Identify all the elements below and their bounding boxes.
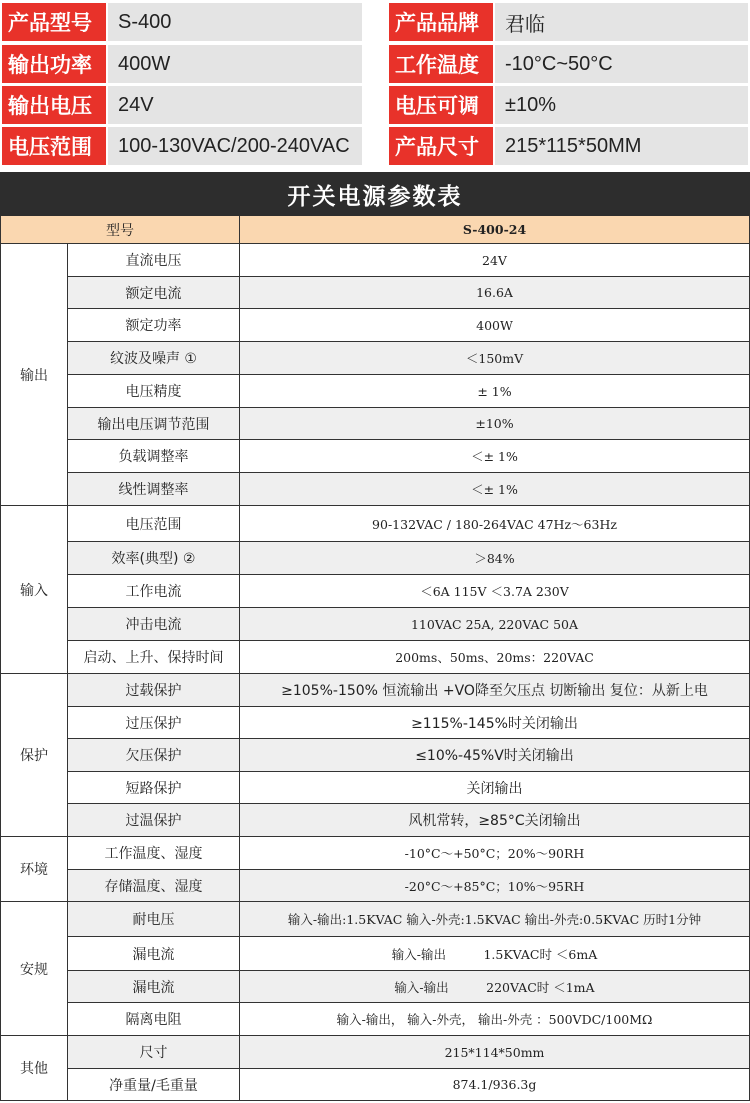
param-value: 400W bbox=[240, 309, 750, 342]
group-other: 其他 bbox=[0, 1036, 68, 1101]
param-label: 欠压保护 bbox=[68, 739, 240, 772]
param-label: 线性调整率 bbox=[68, 473, 240, 506]
param-value: 215*114*50mm bbox=[240, 1036, 750, 1069]
summary-value: 24V bbox=[108, 86, 362, 124]
param-value: ≤10%-45%V时关闭输出 bbox=[240, 739, 750, 772]
param-value: ±10% bbox=[240, 408, 750, 440]
param-label: 额定功率 bbox=[68, 309, 240, 342]
summary-label: 电压可调 bbox=[389, 86, 493, 124]
param-value: 24V bbox=[240, 244, 750, 277]
summary-value: S-400 bbox=[108, 3, 362, 41]
param-value: ＜150mV bbox=[240, 342, 750, 375]
param-value: 874.1/936.3g bbox=[240, 1069, 750, 1101]
param-value: ＜± 1% bbox=[240, 440, 750, 473]
summary-label: 电压范围 bbox=[2, 127, 106, 165]
param-value: 90-132VAC / 180-264VAC 47Hz～63Hz bbox=[240, 506, 750, 542]
summary-label: 输出电压 bbox=[2, 86, 106, 124]
param-label: 工作温度、湿度 bbox=[68, 837, 240, 870]
param-label: 输出电压调节范围 bbox=[68, 408, 240, 440]
param-label: 耐电压 bbox=[68, 902, 240, 937]
summary-row bbox=[0, 127, 750, 165]
summary-row bbox=[0, 45, 750, 83]
param-label: 漏电流 bbox=[68, 971, 240, 1003]
summary-value: ±10% bbox=[495, 86, 748, 124]
param-label: 启动、上升、保持时间 bbox=[68, 641, 240, 674]
param-label: 直流电压 bbox=[68, 244, 240, 277]
param-value: 关闭输出 bbox=[240, 772, 750, 804]
param-label: 隔离电阻 bbox=[68, 1003, 240, 1036]
param-label: 漏电流 bbox=[68, 937, 240, 971]
param-value: ＜± 1% bbox=[240, 473, 750, 506]
summary-value: -10°C~50°C bbox=[495, 45, 748, 83]
summary-label: 产品品牌 bbox=[389, 3, 493, 41]
param-value: 200ms、50ms、20ms：220VAC bbox=[240, 641, 750, 674]
summary-row bbox=[0, 86, 750, 124]
summary-label: 工作温度 bbox=[389, 45, 493, 83]
summary-value: 100-130VAC/200-240VAC bbox=[108, 127, 362, 165]
param-value: ≥105%-150% 恒流输出 +VO降至欠压点 切断输出 复位：从新上电 bbox=[240, 674, 750, 707]
param-value: 风机常转，≥85°C关闭输出 bbox=[240, 804, 750, 837]
param-label: 效率(典型) ② bbox=[68, 542, 240, 575]
summary-value: 君临 bbox=[495, 3, 748, 41]
param-label: 过压保护 bbox=[68, 707, 240, 739]
param-label: 过温保护 bbox=[68, 804, 240, 837]
param-label: 电压范围 bbox=[68, 506, 240, 542]
param-value: 输入-输出， 输入-外壳， 输出-外壳 ：500VDC/100MΩ bbox=[240, 1003, 750, 1036]
model-label: 型号 bbox=[0, 216, 240, 244]
param-label: 纹波及噪声 ① bbox=[68, 342, 240, 375]
group-environment: 环境 bbox=[0, 837, 68, 902]
group-protection: 保护 bbox=[0, 674, 68, 837]
param-label: 额定电流 bbox=[68, 277, 240, 309]
param-value: -20°C～+85°C；10%～95RH bbox=[240, 870, 750, 902]
param-value: 输入-输出 1.5KVAC时 ＜6mA bbox=[240, 937, 750, 971]
param-label: 电压精度 bbox=[68, 375, 240, 408]
param-label: 过载保护 bbox=[68, 674, 240, 707]
param-label: 存储温度、湿度 bbox=[68, 870, 240, 902]
param-value: 16.6A bbox=[240, 277, 750, 309]
param-label: 短路保护 bbox=[68, 772, 240, 804]
summary-label: 输出功率 bbox=[2, 45, 106, 83]
summary-value: 215*115*50MM bbox=[495, 127, 748, 165]
param-value: ≥115%-145%时关闭输出 bbox=[240, 707, 750, 739]
param-value: ＜6A 115V ＜3.7A 230V bbox=[240, 575, 750, 608]
param-label: 负载调整率 bbox=[68, 440, 240, 473]
summary-label: 产品型号 bbox=[2, 3, 106, 41]
param-value: 输入-输出 220VAC时 ＜1mA bbox=[240, 971, 750, 1003]
param-value: 110VAC 25A, 220VAC 50A bbox=[240, 608, 750, 641]
summary-row bbox=[0, 3, 750, 41]
param-label: 冲击电流 bbox=[68, 608, 240, 641]
product-summary bbox=[0, 0, 750, 168]
param-value: -10°C～+50°C；20%～90RH bbox=[240, 837, 750, 870]
spec-table-title: 开关电源参数表 bbox=[0, 172, 750, 216]
param-label: 工作电流 bbox=[68, 575, 240, 608]
param-value: ± 1% bbox=[240, 375, 750, 408]
param-label: 尺寸 bbox=[68, 1036, 240, 1069]
summary-value: 400W bbox=[108, 45, 362, 83]
summary-label: 产品尺寸 bbox=[389, 127, 493, 165]
param-label: 净重量/毛重量 bbox=[68, 1069, 240, 1101]
group-input: 输入 bbox=[0, 506, 68, 674]
param-value: 输入-输出:1.5KVAC 输入-外壳:1.5KVAC 输出-外壳:0.5KVAC 历时1分钟 bbox=[240, 902, 750, 937]
model-value: S-400-24 bbox=[240, 216, 750, 244]
group-safety: 安规 bbox=[0, 902, 68, 1036]
group-output: 输出 bbox=[0, 244, 68, 506]
param-value: ＞84% bbox=[240, 542, 750, 575]
